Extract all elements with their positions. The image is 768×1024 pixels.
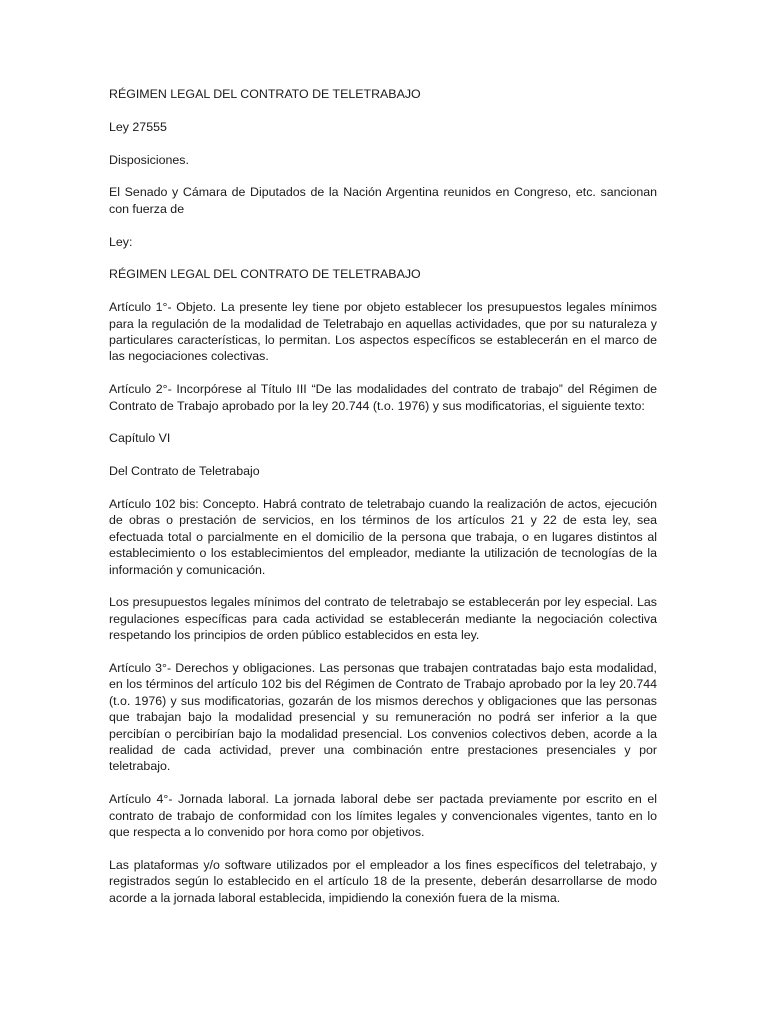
document-title-repeat: RÉGIMEN LEGAL DEL CONTRATO DE TELETRABAJO xyxy=(109,267,421,282)
article-1: Artículo 1°- Objeto. La presente ley tiene por objeto establecer los presupuestos legales mínimos para la regulación de la modalidad de Teletrabajo en aquellas actividades, que por su naturaleza y particulares características, lo permitan. Los aspectos específicos se establecerán en el marco de las negociaciones colectivas. xyxy=(109,300,657,364)
article-102-bis-paragraph-2: Los presupuestos legales mínimos del contrato de teletrabajo se establecerán por ley especial. Las regulaciones específicas para cada actividad se establecerán mediante la negociación colectiva respetando los principios de orden público establecidos en esta ley. xyxy=(109,595,657,643)
document-page xyxy=(109,86,657,922)
law-label: Ley: xyxy=(109,234,133,249)
law-number: Ley 27555 xyxy=(109,119,167,134)
chapter-title: Del Contrato de Teletrabajo xyxy=(109,464,260,479)
enactment-clause: El Senado y Cámara de Diputados de la Nación Argentina reunidos en Congreso, etc. sancionan con fuerza de xyxy=(109,185,657,216)
article-3: Artículo 3°- Derechos y obligaciones. Las personas que trabajen contratadas bajo esta modalidad, en los términos del artículo 102 bis del Régimen de Contrato de Trabajo aprobado por la ley 20.744 (t.o. 1976) y sus modificatorias, gozarán de los mismos derechos y obligaciones que las personas que trabajan bajo la modalidad presencial y su remuneración no podrá ser inferior a la que percibían o percibirían bajo la modalidad presencial. Los convenios colectivos deben, acorde a la realidad de cada actividad, prever una combinación entre prestaciones presenciales y por teletrabajo. xyxy=(109,661,657,774)
article-4-paragraph-2: Las plataformas y/o software utilizados por el empleador a los fines específicos del teletrabajo, y registrados según lo establecido en el artículo 18 de la presente, deberán desarrollarse de modo acorde a la jornada laboral establecida, impidiendo la conexión fuera de la misma. xyxy=(109,857,657,905)
provisions-heading: Disposiciones. xyxy=(109,152,189,167)
document-title: RÉGIMEN LEGAL DEL CONTRATO DE TELETRABAJO xyxy=(109,87,421,101)
article-102-bis: Artículo 102 bis: Concepto. Habrá contrato de teletrabajo cuando la realización de actos, ejecución de obras o prestación de servicios, en los términos de los artículos 21 y 22 de esta ley, sea efectuada total o parcialmente en el domicilio de la persona que trabaja, o en lugares distintos al establecimiento o los establecimientos del empleador, mediante la utilización de tecnologías de la información y comunicación. xyxy=(109,497,657,577)
article-4: Artículo 4°- Jornada laboral. La jornada laboral debe ser pactada previamente por escrito en el contrato de trabajo de conformidad con los límites legales y convencionales vigentes, tanto en lo que respecta a lo convenido por hora como por objetivos. xyxy=(109,792,657,840)
chapter-heading: Capítulo VI xyxy=(109,431,171,446)
article-2: Artículo 2°- Incorpórese al Título III “De las modalidades del contrato de trabajo” del Régimen de Contrato de Trabajo aprobado por la ley 20.744 (t.o. 1976) y sus modificatorias, el siguiente texto: xyxy=(109,382,657,413)
